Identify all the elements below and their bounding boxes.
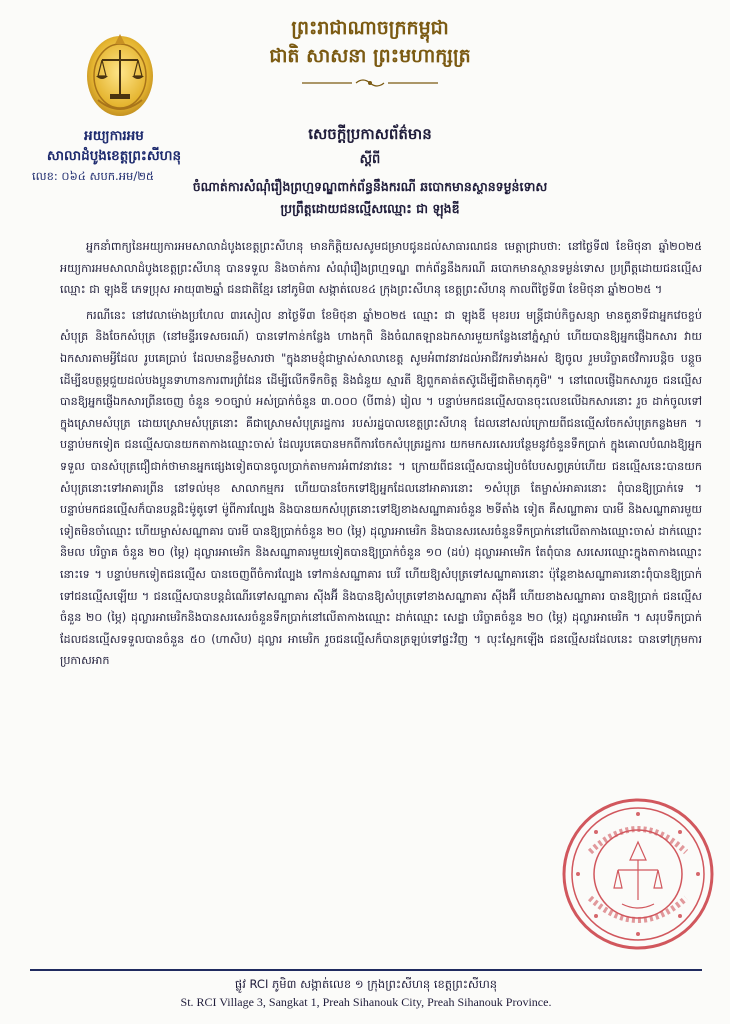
ornament-divider-icon bbox=[300, 78, 440, 88]
body-text bbox=[60, 236, 702, 672]
body-paragraph-2: ករណីនេះ នៅវេលាម៉ោងប្រហែល ៣រសៀល នាថ្ងៃទី៣ ខែមិថុនា ឆ្នាំ២០២៥ ឈ្មោះ ជា ឡុងឌី មុខរបរ មន្ត្រីជាប់កិច្ចសន្យា មានតួនាទីជាអ្នកវេចខ្ចប់សំបុត្រ និងចែកសំបុត្រ (នៅមន្ទីរទេសចរណ៍) បានទៅកាន់កន្លែង ហាងកុពិ និងចំណតឡានឯកសារមួយកន្លែងនៅភ្នំស្អាប់ ហើយបានឱ្យអ្នកផ្ញើឯកសារ វាយឯកសារតាមអ្វីដែល រូបគេប្រាប់ ដែលមានខ្លឹមសារថា "ក្នុងនាមខ្ញុំជាម្ចាស់សាលាខេត្ត សូមអំពាវនាវដល់អាជីវករទាំងអស់ ឱ្យចូល រួមបរិច្ចាគថវិការបន្តិច បន្តួច ដើម្បីឧបត្ថម្ភជួយដល់បងប្អូនទាហានការពារព្រំដែន ដើម្បីលើកទឹកចិត្ត និងជំនួយ ស្មារតី ឱ្យពួកគាត់តស៊ូដើម្បីជាតិមាតុភូមិ" ។ នៅពេលផ្ញើឯកសាររួច ជនល្មើសបានឱ្យអ្នកផ្ញើឯកសារព្រីនចេញ ចំនួន ១០ច្បាប់ អស់ប្រាក់ចំនួន ៣.០០០ (បីពាន់) រៀល ។ បន្ទាប់មកជនល្មើសបានចុះលេខលើឯកសារនោះ រួច ដាក់ចូលទៅក្នុងស្រោមសំបុត្រ ដោយស្រោមសំបុត្រនោះ គឺជាស្រោមសំបុត្ររដ្ឋការ របស់រដ្ឋបាលខេត្តព្រះសីហនុ ដែលនៅសល់ក្រោយពីជនល្មើសចែកសំបុត្រកន្លងមក ។ បន្ទាប់មកទៀត ជនល្មើសបានយកតាកាងឈ្មោះចាស់ ដែលរូបគេបានមកពីការចែកសំបុត្ររដ្ឋការ យកមកសរសេរបន្ថែមនូវចំនួនទឹកប្រាក់ ក្នុងគោលបំណងឱ្យអ្នកទទួល បានសំបុត្រជឿជាក់ថាមានអ្នកផ្សេងទៀតបានចូលប្រាក់តាមការអំពាវនាវនេះ ។ ក្រោយពីជនល្មើសបានរៀបចំបែបសព្វគ្រប់ហើយ ជនល្មើសនេះបានយកសំបុត្រនោះទៅអាគារព្រីន នៅទល់មុខ សាលាកម្មករ ហើយបានចែកទៅឱ្យអ្នកដែលនៅអាគារនោះ ១សំបុត្រ តែម្ចាស់អាគារនោះ ពុំបានឱ្យប្រាក់ទេ ។ បន្ទាប់មកជនល្មើសក៏បានបន្តជិះម៉ូតូទៅ ម៉ូពីការល្បែង និងបានយកសំបុត្រនោះទៅឱ្យខាងសណ្ឋាគារចំនួន ២ទីតាំង ទៀត គឺសណ្ឋាគារ បារមី និងសណ្ឋាគារមួយទៀតមិនចាំឈ្មោះ ហើយម្ចាស់សណ្ឋាគារ បារមី បានឱ្យប្រាក់ចំនួន ២០ (ម្ភៃ) ដុល្លារអាមេរិក និងបានសរសេរចំនួនទឹកប្រាក់នៅលើតាកាងឈ្មោះចាស់ ដាក់ឈ្មោះ និមល បរិច្ចាគ ចំនួន ២០ (ម្ភៃ) ដុល្លារអាមេរិក និងសណ្ឋាគារមួយទៀតបានឱ្យប្រាក់ចំនួន ១០ (ដប់) ដុល្លារអាមេរិក តែពុំបាន សរសេរឈ្មោះក្នុងតាកាងឈ្មោះនោះទេ ។ បន្ទាប់មកទៀតជនល្មើស បានចេញពីចំការល្បែង ទៅកាន់សណ្ឋាគារ បេរី ហើយឱ្យសំបុត្រទៅសណ្ឋាគារនោះ ប៉ុន្តែខាងសណ្ឋាគារនោះពុំបានឱ្យប្រាក់ទៅជនល្មើសឡើយ ។ ជនល្មើសបានបន្តដំណើរទៅសណ្ឋាគារ ស៊ីងអ៊ី និងបានឱ្យសំបុត្រទៅខាងសណ្ឋាគារ ស៊ីងអ៊ី ហើយខាងសណ្ឋាគារ បានឱ្យប្រាក់ ជនល្មើសចំនួន ២០ (ម្ភៃ) ដុល្លារអាមេរិកនិងបានសរសេរចំនួនទឹកប្រាក់នៅលើតាកាងឈ្មោះ ដាក់ឈ្មោះ សេដ្ឋា បរិច្ចាគចំនួន ២០ (ម្ភៃ) ដុល្លារអាមេរិក ។ សរុបទឹកប្រាក់ដែលជនល្មើសទទួលបានចំនួន ៥០ (ហាសិប) ដុល្លារ អាមេរិក រួចជនល្មើសក៏បានត្រឡប់ទៅផ្ទះវិញ ។ លុះស្អែកឡើង ជនល្មើសដដែលនេះ បានទៅក្រុមការប្រកាសអាក bbox=[60, 308, 702, 668]
document-about: ស្តីពី bbox=[359, 152, 381, 167]
document-title: សេចក្តីប្រកាសព័ត៌មាន bbox=[308, 125, 432, 143]
footer-address bbox=[30, 975, 702, 1011]
subject-line-1: ចំណាត់ការសំណុំរឿងព្រហ្មទណ្ឌពាក់ព័ន្ធនឹងករណី ឆបោកមានស្ថានទម្ងន់ទោស bbox=[192, 179, 548, 194]
footer-divider bbox=[30, 969, 702, 971]
justice-scales-emblem-icon bbox=[84, 28, 156, 120]
kingdom-motto bbox=[200, 14, 540, 70]
official-red-seal-icon bbox=[560, 796, 716, 952]
footer-khmer-address: ផ្លូវ RCI ភូមិ៣ សង្កាត់លេខ ១ ក្រុងព្រះសីហនុ ខេត្តព្រះសីហនុ bbox=[234, 977, 498, 991]
court-name: សាលាដំបូងខេត្តព្រះសីហនុ bbox=[46, 148, 182, 164]
document-title-block bbox=[180, 123, 560, 171]
subject-line-2: ប្រព្រឹត្តដោយជនល្មើសឈ្មោះ ជា ឡុងឌី bbox=[280, 201, 460, 216]
nation-religion-king: ជាតិ សាសនា ព្រះមហាក្សត្រ bbox=[269, 45, 471, 67]
reference-number: លេខ: ០៦៤ សបក.អម/២៥ bbox=[32, 169, 155, 183]
body-paragraph-1: អ្នកនាំពាក្យនៃអយ្យការអមសាលាដំបូងខេត្តព្រះសីហនុ មានកិត្តិយសសូមជម្រាបជូនដល់សាធារណជន មេត្តាជ្រាបថា: នៅថ្ងៃទី៧ ខែមិថុនា ឆ្នាំ២០២៥ អយ្យការអមសាលាដំបូងខេត្តព្រះសីហនុ បានទទួល និងចាត់ការ សំណុំរឿងព្រហ្មទណ្ឌ ពាក់ព័ន្ធនឹងករណី ឆបោកមានស្ថានទម្ងន់ទោស ប្រព្រឹត្តដោយជនល្មើសឈ្មោះ ជា ឡុងឌី ភេទប្រុស អាយុ៣២ឆ្នាំ ជនជាតិខ្មែរ នៅភូមិ៣ សង្កាត់លេខ៤ ក្រុងព្រះសីហនុ ខេត្តព្រះសីហនុ កាលពីថ្ងៃទី៣ ខែមិថុនា ឆ្នាំ២០២៥ ។ bbox=[60, 240, 702, 297]
agency-name: អយ្យការអម bbox=[84, 128, 144, 144]
document-subject bbox=[60, 176, 680, 220]
kingdom-title: ព្រះរាជាណាចក្រកម្ពុជា bbox=[291, 17, 449, 39]
footer-english-address: St. RCI Village 3, Sangkat 1, Preah Sihanouk City, Preah Sihanouk Province. bbox=[180, 995, 552, 1009]
